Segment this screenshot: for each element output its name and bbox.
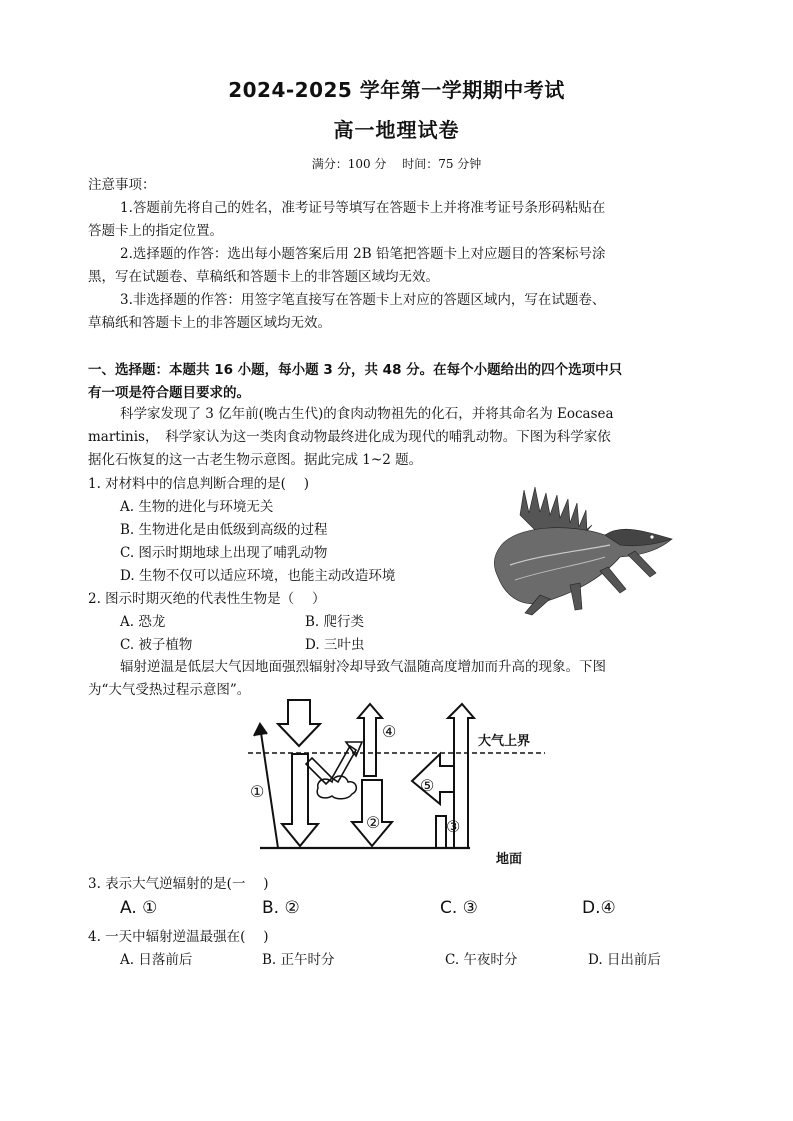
question-1-stem: 1. 对材料中的信息判断合理的是( ): [88, 476, 309, 492]
question-4-option-b: B. 正午时分: [262, 952, 335, 968]
material-line: 科学家发现了 3 亿年前(晚古生代)的食肉动物祖先的化石，并将其命名为 Eocasea: [120, 406, 614, 422]
notice-heading: 注意事项：: [88, 177, 156, 193]
question-3-option-c: C. ③: [440, 898, 478, 918]
atmosphere-heating-diagram: [240, 696, 560, 866]
question-2-option-d: D. 三叶虫: [305, 637, 365, 653]
arrow-4: [358, 704, 382, 776]
diagram-marker-2: ②: [366, 813, 381, 832]
question-1-option-c: C. 图示时期地球上出现了哺乳动物: [120, 545, 328, 561]
section-heading: 一、选择题：本题共 16 小题，每小题 3 分，共 48 分。在每个小题给出的四个选项中只: [88, 362, 623, 378]
solar-radiation-arrow: [278, 700, 320, 746]
question-1-option-b: B. 生物进化是由低级到高级的过程: [120, 522, 328, 538]
exam-title: 2024-2025 学年第一学期期中考试: [228, 78, 565, 102]
notice-line: 2.选择题的作答：选出每小题答案后用 2B 铅笔把答题卡上对应题目的答案标号涂: [120, 246, 606, 262]
question-4-option-c: C. 午夜时分: [445, 952, 518, 968]
material-line: 辐射逆温是低层大气因地面强烈辐射冷却导致气温随高度增加而升高的现象。下图: [120, 659, 606, 675]
section-heading: 有一项是符合题目要求的。: [88, 385, 250, 401]
solar-to-ground-arrow: [282, 754, 318, 846]
question-4-option-d: D. 日出前后: [588, 952, 661, 968]
question-2-option-a: A. 恐龙: [120, 614, 166, 630]
diagram-marker-3: ③: [446, 817, 461, 836]
exam-subtitle: 高一地理试卷: [333, 118, 460, 142]
question-4-stem: 4. 一天中辐射逆温最强在( ): [88, 929, 269, 945]
question-3-stem: 3. 表示大气逆辐射的是(一 ): [88, 876, 269, 892]
material-line: 为“大气受热过程示意图”。: [88, 682, 251, 698]
diagram-top-label: 大气上界: [478, 734, 531, 749]
diagram-marker-4: ④: [382, 722, 397, 741]
question-3-option-b: B. ②: [262, 898, 300, 918]
question-2-option-b: B. 爬行类: [305, 614, 365, 630]
question-1-option-a: A. 生物的进化与环境无关: [120, 499, 274, 515]
question-3-option-d: D.④: [582, 898, 616, 918]
notice-line: 3.非选择题的作答：用签字笔直接写在答题卡上对应的答题区域内，写在试题卷、: [120, 292, 606, 308]
question-2-option-c: C. 被子植物: [120, 637, 193, 653]
material-line: 据化石恢复的这一古老生物示意图。据此完成 1~2 题。: [88, 452, 423, 468]
notice-line: 草稿纸和答题卡上的非答题区域均无效。: [88, 315, 331, 331]
notice-line: 1.答题前先将自己的姓名，准考证号等填写在答题卡上并将准考证号条形码粘贴在: [120, 200, 606, 216]
cloud-shape: [317, 776, 356, 799]
question-4-option-a: A. 日落前后: [120, 952, 193, 968]
exam-meta: 满分：100 分 时间：75 分钟: [311, 157, 482, 171]
arrow-3-bracket: [436, 816, 446, 848]
creature-illustration: [480, 485, 680, 617]
diagram-ground-label: 地面: [496, 852, 523, 867]
notice-line: 黑，写在试题卷、草稿纸和答题卡上的非答题区域均无效。: [88, 269, 439, 285]
question-3-option-a: A. ①: [120, 898, 158, 918]
question-1-option-d: D. 生物不仅可以适应环境，也能主动改造环境: [120, 568, 396, 584]
notice-line: 答题卡上的指定位置。: [88, 223, 223, 239]
diagram-marker-5: ⑤: [420, 776, 435, 795]
diagram-marker-1: ①: [250, 782, 265, 801]
material-line: martinis， 科学家认为这一类肉食动物最终进化成为现代的哺乳动物。下图为科学家依: [88, 429, 611, 445]
question-2-stem: 2. 图示时期灭绝的代表性生物是（ ）: [88, 591, 326, 607]
